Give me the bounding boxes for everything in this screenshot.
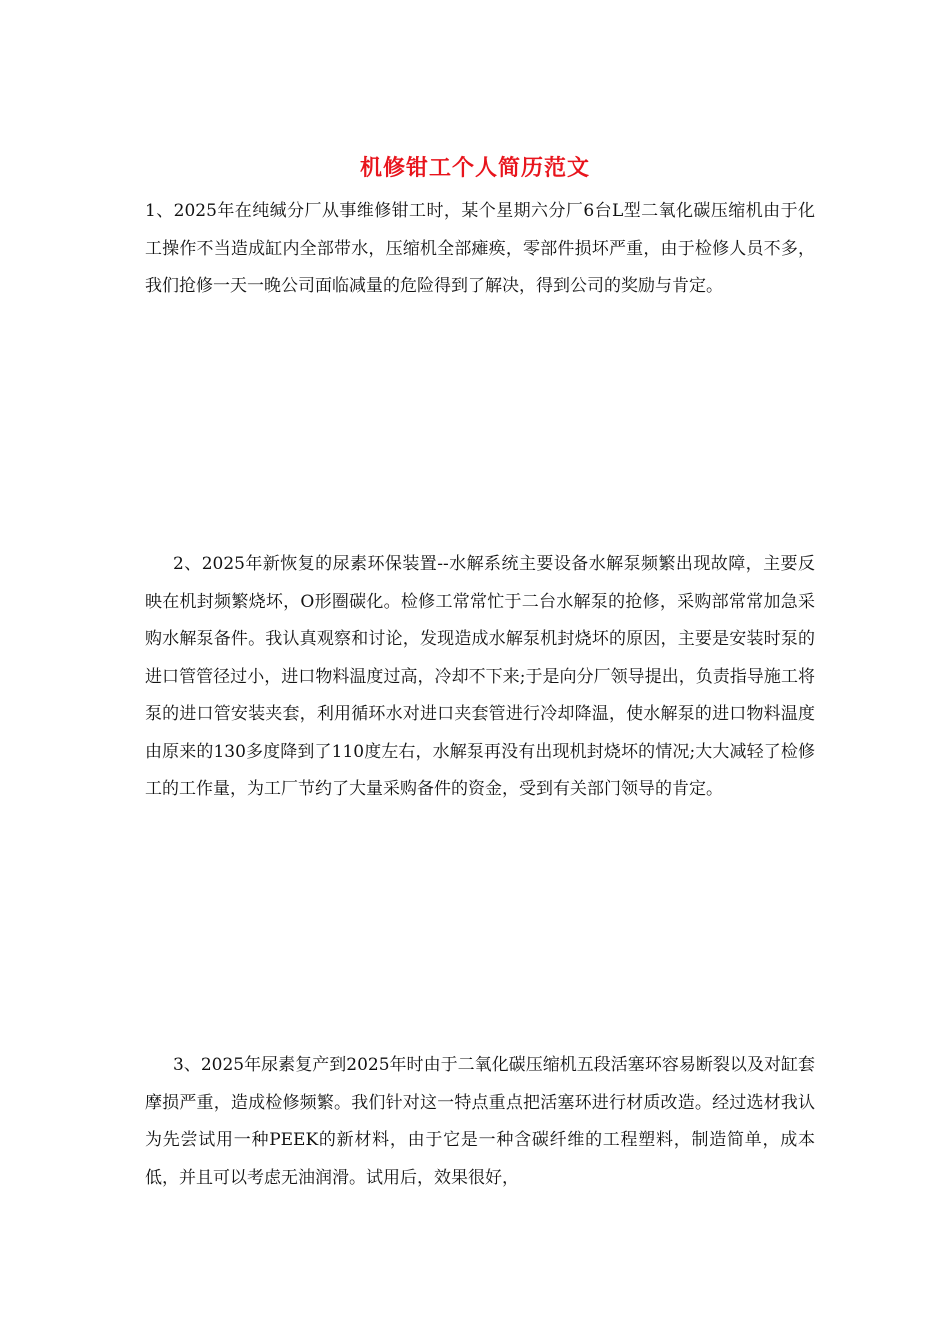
paragraph-2: 2、2025年新恢复的尿素环保装置--水解系统主要设备水解泵频繁出现故障，主要反映在机封频繁烧坏，O形圈碳化。检修工常常忙于二台水解泵的抢修，采购部常常加急采购水解泵备件。我认真观察和讨论，发现造成水解泵机封烧坏的原因，主要是安装时泵的进口管管径过小，进口物料温度过高，冷却不下来;于是向分厂领导提出，负责指导施工将泵的进口管安装夹套，利用循环水对进口夹套管进行冷却降温，使水解泵的进口物料温度由原来的130多度降到了110度左右，水解泵再没有出现机封烧坏的情况;大大减轻了检修工的工作量，为工厂节约了大量采购备件的资金，受到有关部门领导的肯定。 bbox=[145, 554, 815, 799]
paragraph-1: 1、2025年在纯缄分厂从事维修钳工时，某个星期六分厂6台L型二氧化碳压缩机由于化工操作不当造成缸内全部带水，压缩机全部瘫痪，零部件损坏严重，由于检修人员不多，我们抢修一天一晚公司面临减量的危险得到了解决，得到公司的奖励与肯定。 bbox=[145, 201, 815, 296]
document-title: 机修钳工个人简历范文 bbox=[359, 155, 590, 181]
paragraph-3: 3、2025年尿素复产到2025年时由于二氧化碳压缩机五段活塞环容易断裂以及对缸套摩损严重，造成检修频繁。我们针对这一特点重点把活塞环进行材质改造。经过选材我认为先尝试用一种PEEK的新材料，由于它是一种含碳纤维的工程塑料，制造简单，成本低，并且可以考虑无油润滑。试用后，效果很好， bbox=[145, 1055, 815, 1188]
